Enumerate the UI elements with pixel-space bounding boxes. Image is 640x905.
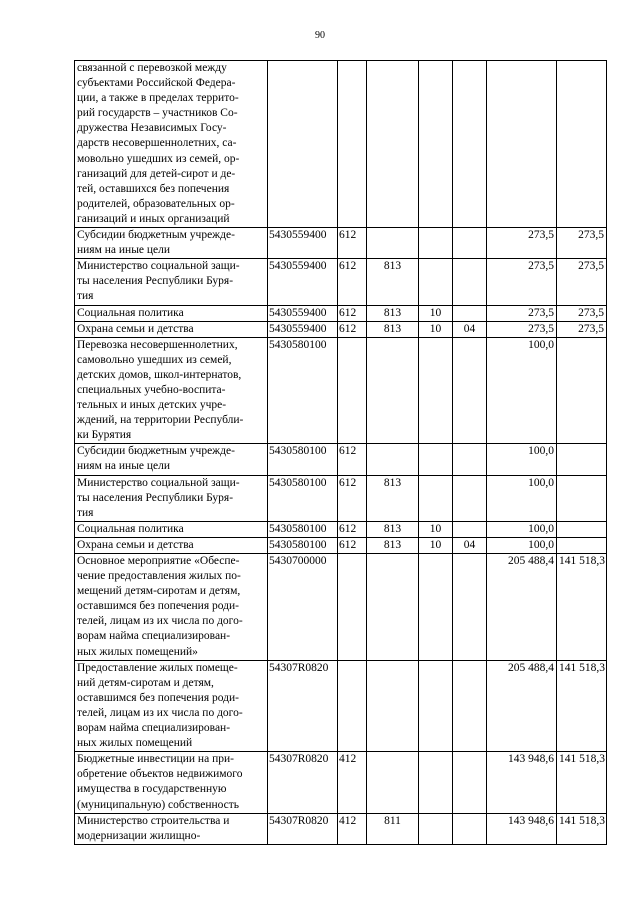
expense-type-code (338, 554, 367, 661)
amount-year-2 (557, 61, 607, 228)
item-name-line: родителей, образовательных ор- (77, 197, 235, 210)
ministry-code: 813 (367, 475, 419, 521)
item-name-line: ции, а также в пределах террито- (77, 92, 239, 105)
item-name-line: обретение объектов недвижимого (77, 768, 243, 781)
amount-year-1: 100,0 (487, 444, 557, 475)
subsection-code (453, 337, 487, 444)
subsection-code (453, 554, 487, 661)
table-row (75, 61, 607, 228)
amount-year-1: 273,5 (487, 305, 557, 321)
subsection-code (453, 228, 487, 259)
target-article-code: 54307R0820 (268, 752, 338, 813)
item-name-line: ниям на иные цели (77, 460, 171, 473)
subsection-code (453, 444, 487, 475)
subsection-code (453, 305, 487, 321)
target-article-code: 5430580100 (268, 537, 338, 553)
item-name-line: чение предоставления жилых по- (77, 570, 241, 583)
item-name-line: ты населения Республики Буря- (77, 275, 234, 288)
item-name-line: Перевозка несовершеннолетних, (77, 338, 238, 351)
item-name-line: Субсидии бюджетным учрежде- (77, 229, 235, 242)
item-name-line: Социальная политика (77, 306, 184, 319)
ministry-code: 813 (367, 321, 419, 337)
item-name (75, 475, 268, 521)
item-name-line: ганизаций и иных организаций (77, 212, 230, 225)
item-name-line: оставшимся без попечения роди- (77, 691, 239, 704)
item-name-line: Охрана семьи и детства (77, 538, 194, 551)
item-name-line: связанной с перевозкой между (77, 62, 227, 74)
item-name-line: телей, лицам из их числа по дого- (77, 706, 243, 719)
target-article-code (268, 61, 338, 228)
item-name-line: Министерство социальной защи- (77, 260, 240, 273)
amount-year-2 (557, 537, 607, 553)
item-name-line: ворам найма специализирован- (77, 630, 231, 643)
item-name-line: Социальная политика (77, 522, 184, 535)
amount-year-1: 143 948,6 (487, 752, 557, 813)
expense-type-code: 612 (338, 444, 367, 475)
item-name (75, 305, 268, 321)
item-name (75, 259, 268, 305)
amount-year-1: 273,5 (487, 228, 557, 259)
amount-year-2: 141 518,3 (557, 660, 607, 752)
amount-year-1: 273,5 (487, 259, 557, 305)
section-code: 10 (419, 521, 453, 537)
table-row (75, 475, 607, 521)
item-name-line: ний детям-сиротам и детям, (77, 676, 214, 689)
section-code (419, 228, 453, 259)
subsection-code (453, 475, 487, 521)
item-name-line: Субсидии бюджетным учрежде- (77, 445, 235, 458)
amount-year-1: 273,5 (487, 321, 557, 337)
target-article-code: 5430700000 (268, 554, 338, 661)
amount-year-1: 205 488,4 (487, 554, 557, 661)
target-article-code: 5430580100 (268, 475, 338, 521)
amount-year-1: 100,0 (487, 475, 557, 521)
target-article-code: 5430559400 (268, 259, 338, 305)
amount-year-2: 273,5 (557, 321, 607, 337)
ministry-code: 813 (367, 305, 419, 321)
item-name-line: ворам найма специализирован- (77, 722, 231, 735)
item-name (75, 337, 268, 444)
item-name-line: детских домов, школ-интернатов, (77, 368, 242, 381)
item-name-line: ки Бурятия (77, 429, 132, 442)
amount-year-1: 205 488,4 (487, 660, 557, 752)
section-code (419, 752, 453, 813)
item-name (75, 554, 268, 661)
expense-type-code: 612 (338, 537, 367, 553)
table-row (75, 813, 607, 844)
item-name-line: ниям на иные цели (77, 244, 171, 257)
expense-type-code (338, 337, 367, 444)
ministry-code (367, 752, 419, 813)
subsection-code (453, 259, 487, 305)
item-name-line: ты населения Республики Буря- (77, 491, 234, 504)
expense-type-code: 612 (338, 321, 367, 337)
subsection-code (453, 61, 487, 228)
expense-type-code (338, 660, 367, 752)
amount-year-1: 143 948,6 (487, 813, 557, 844)
amount-year-1 (487, 61, 557, 228)
subsection-code (453, 752, 487, 813)
target-article-code: 54307R0820 (268, 660, 338, 752)
table-row (75, 554, 607, 661)
table-row (75, 537, 607, 553)
item-name-line: модернизации жилищно- (77, 829, 201, 842)
section-code (419, 475, 453, 521)
amount-year-2 (557, 337, 607, 444)
target-article-code: 5430559400 (268, 305, 338, 321)
section-code: 10 (419, 305, 453, 321)
subsection-code (453, 521, 487, 537)
item-name (75, 521, 268, 537)
item-name-line: мовольно ушедших из семей, ор- (77, 152, 240, 165)
subsection-code (453, 813, 487, 844)
section-code: 10 (419, 537, 453, 553)
item-name-line: Предоставление жилых помеще- (77, 661, 238, 674)
page-number: 90 (315, 30, 325, 41)
amount-year-2: 141 518,3 (557, 813, 607, 844)
amount-year-2: 273,5 (557, 305, 607, 321)
item-name (75, 228, 268, 259)
item-name-line: ных жилых помещений (77, 737, 193, 750)
table-row (75, 305, 607, 321)
section-code (419, 444, 453, 475)
ministry-code (367, 228, 419, 259)
item-name-line: специальных учебно-воспита- (77, 383, 226, 396)
subsection-code (453, 660, 487, 752)
section-code (419, 813, 453, 844)
item-name-line: ных жилых помещений» (77, 645, 198, 658)
ministry-code: 813 (367, 521, 419, 537)
target-article-code: 5430559400 (268, 321, 338, 337)
item-name-line: телей, лицам из их числа по дого- (77, 615, 243, 628)
item-name-line: тия (77, 290, 94, 303)
ministry-code: 813 (367, 537, 419, 553)
target-article-code: 5430580100 (268, 444, 338, 475)
table-row (75, 521, 607, 537)
item-name (75, 752, 268, 813)
expense-type-code: 612 (338, 521, 367, 537)
item-name-line: рий государств – участников Со- (77, 107, 238, 120)
item-name (75, 537, 268, 553)
table-row (75, 321, 607, 337)
section-code: 10 (419, 321, 453, 337)
expense-type-code: 412 (338, 752, 367, 813)
subsection-code: 04 (453, 537, 487, 553)
amount-year-2 (557, 521, 607, 537)
target-article-code: 5430559400 (268, 228, 338, 259)
ministry-code (367, 337, 419, 444)
amount-year-1: 100,0 (487, 521, 557, 537)
amount-year-1: 100,0 (487, 537, 557, 553)
item-name-line: тия (77, 506, 94, 519)
ministry-code: 813 (367, 259, 419, 305)
item-name (75, 660, 268, 752)
item-name-line: ганизаций для детей-сирот и де- (77, 167, 236, 180)
item-name-line: субъектами Российской Федера- (77, 77, 236, 90)
section-code (419, 660, 453, 752)
item-name-line: дружества Независимых Госу- (77, 122, 227, 135)
section-code (419, 554, 453, 661)
item-name-line: Бюджетные инвестиции на при- (77, 753, 234, 766)
ministry-code: 811 (367, 813, 419, 844)
expense-type-code: 412 (338, 813, 367, 844)
target-article-code: 5430580100 (268, 521, 338, 537)
item-name-line: оставшимся без попечения роди- (77, 600, 239, 613)
section-code (419, 259, 453, 305)
table-row (75, 337, 607, 444)
expense-type-code: 612 (338, 305, 367, 321)
item-name-line: дарств несовершеннолетних, са- (77, 137, 237, 150)
amount-year-2 (557, 444, 607, 475)
item-name-line: Охрана семьи и детства (77, 322, 194, 335)
subsection-code: 04 (453, 321, 487, 337)
table-row (75, 752, 607, 813)
item-name-line: Основное мероприятие «Обеспе- (77, 555, 240, 567)
item-name-line: (муниципальную) собственность (77, 798, 240, 811)
budget-table (74, 60, 607, 845)
item-name (75, 61, 268, 228)
expense-type-code: 612 (338, 475, 367, 521)
expense-type-code: 612 (338, 259, 367, 305)
table-row (75, 228, 607, 259)
target-article-code: 54307R0820 (268, 813, 338, 844)
item-name (75, 321, 268, 337)
amount-year-2 (557, 475, 607, 521)
item-name-line: Министерство строительства и (77, 814, 230, 827)
item-name (75, 813, 268, 844)
ministry-code (367, 554, 419, 661)
item-name-line: тельных и иных детских учре- (77, 399, 227, 412)
item-name-line: ждений, на территории Республи- (77, 414, 244, 427)
item-name-line: тей, оставшихся без попечения (77, 182, 230, 195)
amount-year-1: 100,0 (487, 337, 557, 444)
section-code (419, 61, 453, 228)
expense-type-code (338, 61, 367, 228)
table-row (75, 660, 607, 752)
amount-year-2: 141 518,3 (557, 554, 607, 661)
amount-year-2: 273,5 (557, 259, 607, 305)
section-code (419, 337, 453, 444)
amount-year-2: 273,5 (557, 228, 607, 259)
item-name-line: самовольно ушедших из семей, (77, 353, 232, 366)
item-name-line: мещений детям-сиротам и детям, (77, 585, 241, 598)
item-name-line: имущества в государственную (77, 783, 227, 796)
target-article-code: 5430580100 (268, 337, 338, 444)
item-name-line: Министерство социальной защи- (77, 476, 240, 489)
ministry-code (367, 61, 419, 228)
item-name (75, 444, 268, 475)
expense-type-code: 612 (338, 228, 367, 259)
table-row (75, 259, 607, 305)
table-row (75, 444, 607, 475)
ministry-code (367, 660, 419, 752)
ministry-code (367, 444, 419, 475)
amount-year-2: 141 518,3 (557, 752, 607, 813)
